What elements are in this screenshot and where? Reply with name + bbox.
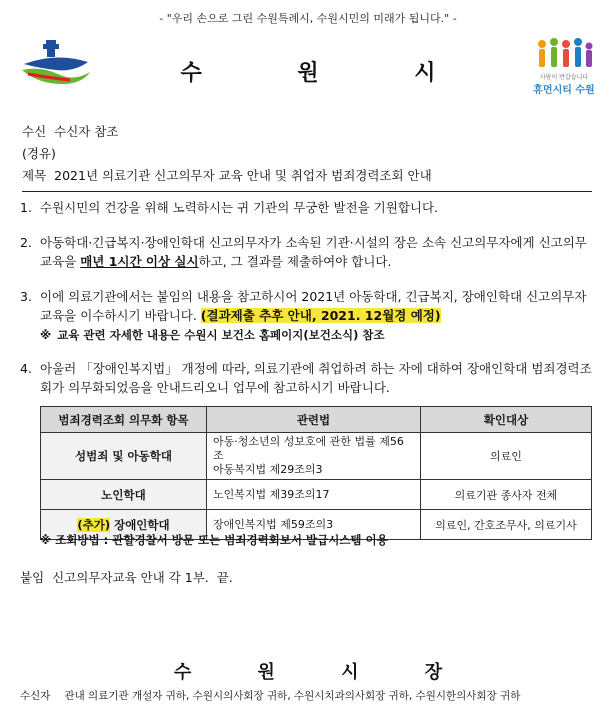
via-line: (경유) bbox=[22, 146, 56, 161]
document-header bbox=[22, 121, 592, 192]
item-3 bbox=[20, 287, 598, 325]
education-note bbox=[40, 327, 598, 343]
item-number: 1. bbox=[20, 200, 32, 215]
cell-law: 장애인복지법 제59조의3 bbox=[207, 510, 421, 540]
recipient-line bbox=[22, 121, 592, 143]
criminal-record-check-table bbox=[40, 406, 592, 540]
cell-target: 의료인 bbox=[421, 433, 592, 480]
cell-target: 의료기관 종사자 전체 bbox=[421, 480, 592, 510]
table-row bbox=[41, 433, 592, 480]
recipient-value: 수신자 참조 bbox=[54, 124, 119, 139]
cell-target: 의료인, 간호조무사, 의료기사 bbox=[421, 510, 592, 540]
item-text: 수원시민의 건강을 위해 노력하시는 귀 기관의 무궁한 발전을 기원합니다. bbox=[40, 200, 439, 215]
item-1 bbox=[20, 198, 598, 217]
slogan: - "우리 손으로 그린 수원특례시, 수원시민의 미래가 됩니다." - bbox=[159, 12, 457, 25]
subject-label: 제목 bbox=[22, 168, 47, 183]
training-frequency-highlight: 매년 1시간 이상 실시 bbox=[80, 254, 199, 269]
item-number: 2. bbox=[20, 235, 32, 250]
cell-item: (추가) 장애인학대 bbox=[41, 510, 207, 540]
cell-item: 성범죄 및 아동학대 bbox=[41, 433, 207, 480]
note-text: 교육 관련 자세한 내용은 수원시 보건소 홈페이지(보건소식) 참조 bbox=[57, 328, 385, 342]
table-row bbox=[41, 480, 592, 510]
header-item: 범죄경력조회 의무화 항목 bbox=[41, 407, 207, 433]
item-4 bbox=[20, 359, 598, 397]
table-header-row bbox=[41, 407, 592, 433]
result-submission-highlight: (결과제출 추후 안내, 2021. 12월경 예정) bbox=[200, 308, 441, 323]
cell-law: 노인복지법 제39조의17 bbox=[207, 480, 421, 510]
recipient-label: 수신 bbox=[22, 124, 47, 139]
logo-tagline: 사람이 반갑습니다 bbox=[539, 74, 589, 81]
cell-law: 아동·청소년의 성보호에 관한 법률 제56조 아동복지법 제29조의3 bbox=[207, 433, 421, 480]
logo-name: 휴먼시티 수원 bbox=[533, 85, 595, 96]
note-text: 조회방법 : 관할경찰서 방문 또는 범죄경력회보서 발급시스템 이용 bbox=[55, 533, 388, 547]
subject-value: 2021년 의료기관 신고의무자 교육 안내 및 취업자 범죄경력조회 안내 bbox=[54, 168, 432, 183]
item-text: 아동학대·긴급복지·장애인학대 신고의무자가 소속된 기관·시설의 장은 소속 신고의무자에게 신고의무 교육을 매년 1시간 이상 실시하고, 그 결과를 제출하여야 합니다. bbox=[40, 235, 587, 269]
header-target: 확인대상 bbox=[421, 407, 592, 433]
cell-item: 노인학대 bbox=[41, 480, 207, 510]
item-text: 이에 의료기관에서는 붙임의 내용을 참고하시어 2021년 아동학대, 긴급복지, 장애인학대 신고의무자 교육을 이수하시기 바랍니다. (결과제출 추후 안내, 2021. 12월경 예정) bbox=[40, 289, 587, 323]
body-items bbox=[20, 198, 598, 413]
attachment-line: 붙임 신고의무자교육 안내 각 1부. 끝. bbox=[20, 570, 233, 585]
recipients-value: 관내 의료기관 개설자 귀하, 수원시의사회장 귀하, 수원시치과의사회장 귀하, 수원시한의사회장 귀하 bbox=[64, 690, 521, 702]
subject-line bbox=[22, 165, 592, 187]
item-number: 4. bbox=[20, 361, 32, 376]
note-mark: ※ bbox=[40, 328, 52, 342]
item-2 bbox=[20, 233, 598, 271]
item-number: 3. bbox=[20, 289, 32, 304]
header-law: 관련법 bbox=[207, 407, 421, 433]
issuer-title: 수 원 시 bbox=[180, 61, 480, 86]
header-divider bbox=[22, 191, 592, 192]
note-mark: ※ bbox=[40, 533, 52, 547]
inquiry-method-note bbox=[40, 532, 388, 548]
recipients-line bbox=[20, 688, 520, 703]
signer-title: 수 원 시 장 bbox=[173, 662, 473, 683]
added-tag: (추가) bbox=[77, 517, 111, 532]
item-text: 아울러 「장애인복지법」 개정에 따라, 의료기관에 취업하려 하는 자에 대하여 장애인학대 범죄경력조회가 의무화되었음을 안내드리오니 업무에 참고하시기 바랍니다. bbox=[40, 361, 592, 395]
recipients-label: 수신자 bbox=[20, 690, 51, 702]
